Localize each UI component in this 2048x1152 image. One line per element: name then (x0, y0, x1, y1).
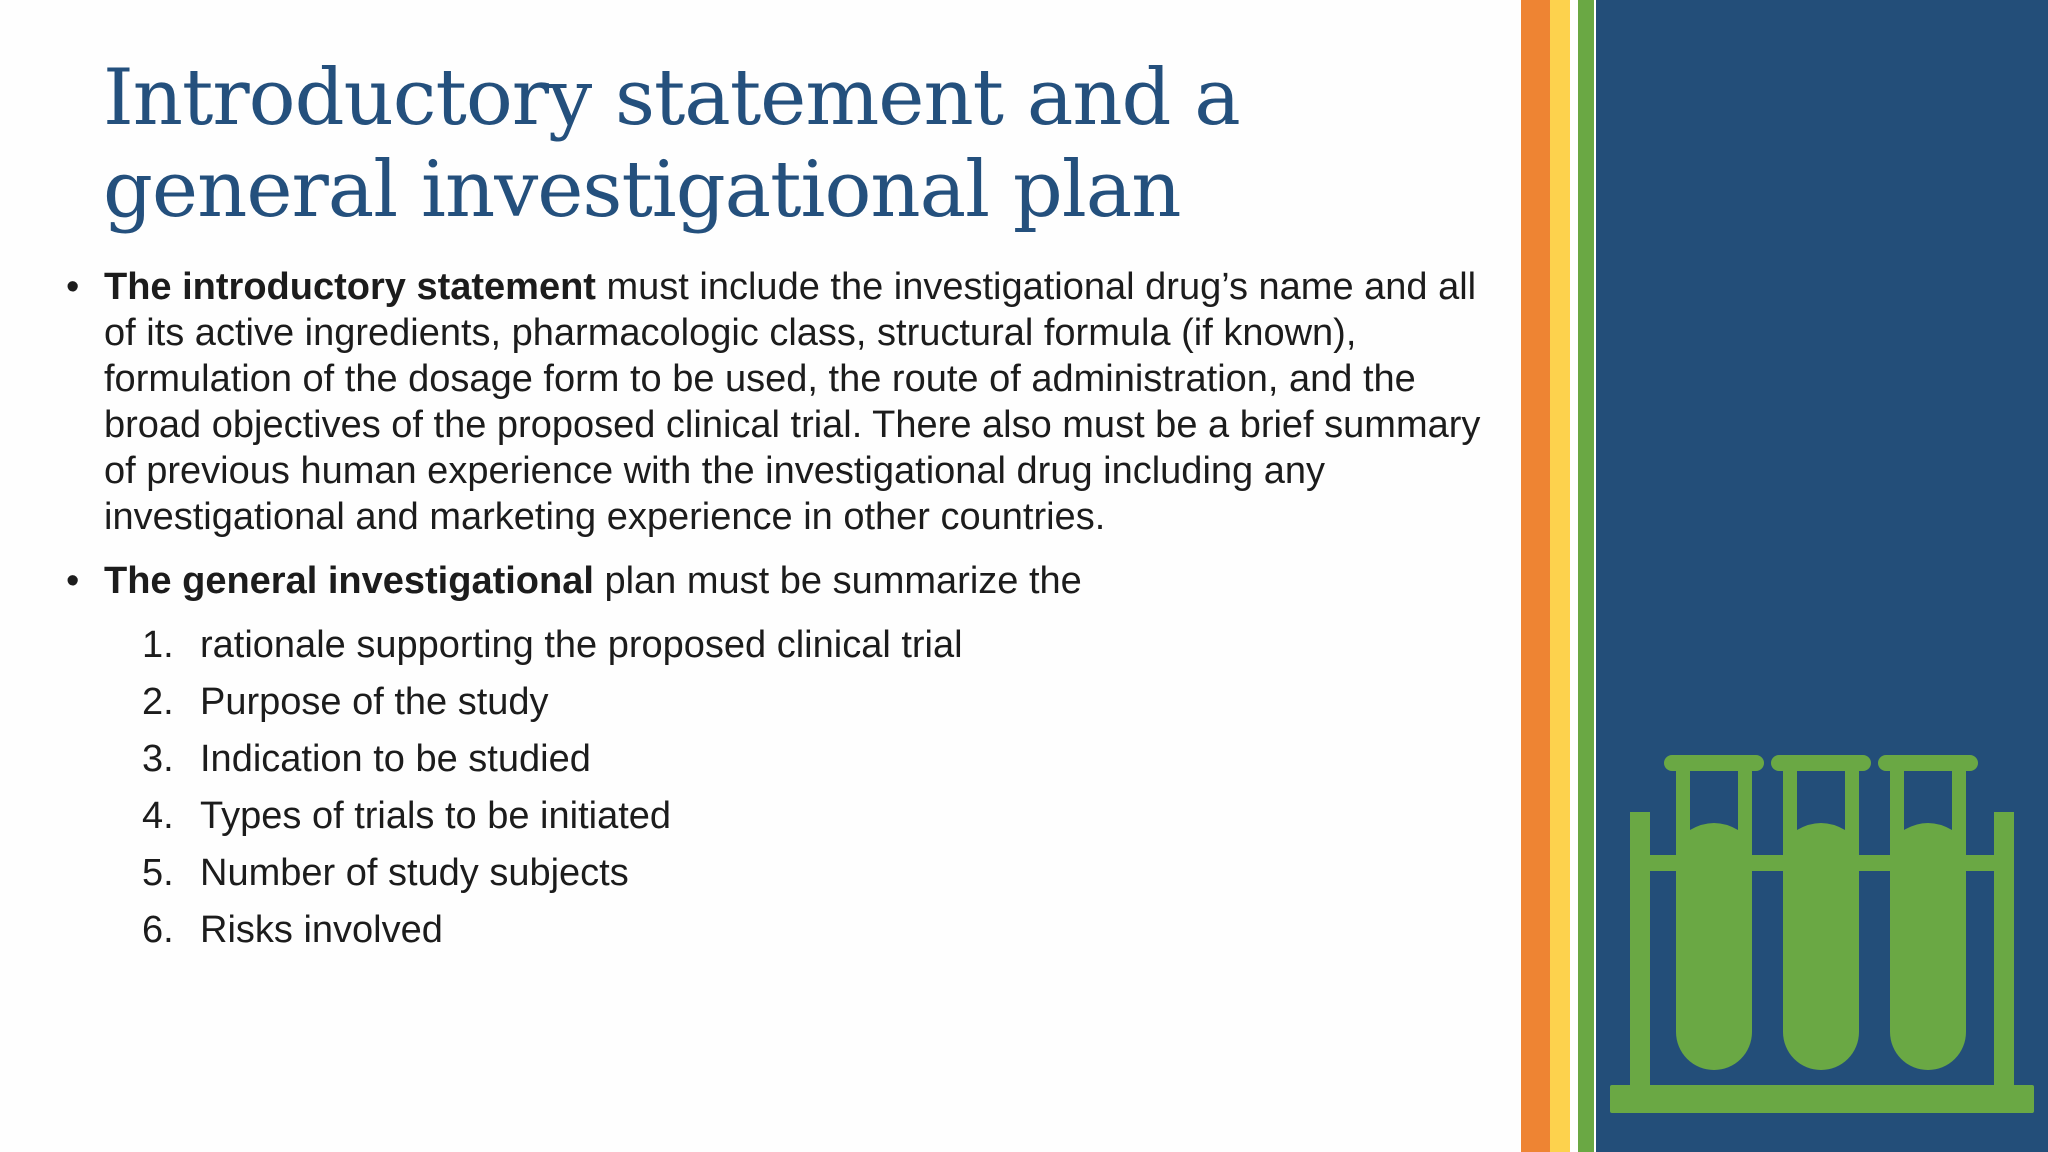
bullet-dot: • (66, 266, 80, 308)
list-item-text: Types of trials to be initiated (200, 795, 672, 837)
list-item (62, 622, 1502, 668)
list-item (62, 850, 1502, 896)
list-item (62, 907, 1502, 953)
bullet-dot: • (66, 560, 80, 602)
bullet-bold-text: The introductory statement (104, 266, 596, 308)
list-item (62, 793, 1502, 839)
slide-title: Introductory statement and a general investigational plan (103, 53, 1240, 235)
bullet-bold-text: The general investigational (104, 560, 594, 602)
bullet-text: plan must be summarize the (593, 560, 1082, 602)
list-item-number: 5. (142, 852, 174, 894)
green-stripe (1578, 0, 1594, 1152)
slide-body (62, 264, 1502, 964)
bullet-text: must include the investigational drug’s name and all of its active ingredients, pharmacologic class, structural formula (if known), formulation of the dosage form to be used, the route of administration, and the broad objectives of the proposed clinical trial. There also must be a brief summary of previous human experience with the investigational drug including any investigational and marketing experience in other countries. (104, 266, 1481, 538)
list-item-number: 3. (142, 738, 174, 780)
yellow-stripe (1550, 0, 1570, 1152)
list-item-text: Risks involved (200, 909, 443, 951)
list-item-number: 1. (142, 624, 174, 666)
list-item-text: rationale supporting the proposed clinical trial (200, 624, 963, 666)
list-item (62, 679, 1502, 725)
test-tubes-icon (1604, 750, 2044, 1122)
list-item-text: Number of study subjects (200, 852, 629, 894)
list-item-number: 4. (142, 795, 174, 837)
numbered-list (62, 622, 1502, 953)
bullet-general-plan (62, 558, 1502, 604)
list-item-text: Indication to be studied (200, 738, 591, 780)
orange-stripe (1521, 0, 1550, 1152)
white-stripe (1570, 0, 1578, 1152)
bullet-introductory-statement (62, 264, 1502, 540)
list-item-number: 6. (142, 909, 174, 951)
list-item-text: Purpose of the study (200, 681, 549, 723)
list-item (62, 736, 1502, 782)
list-item-number: 2. (142, 681, 174, 723)
